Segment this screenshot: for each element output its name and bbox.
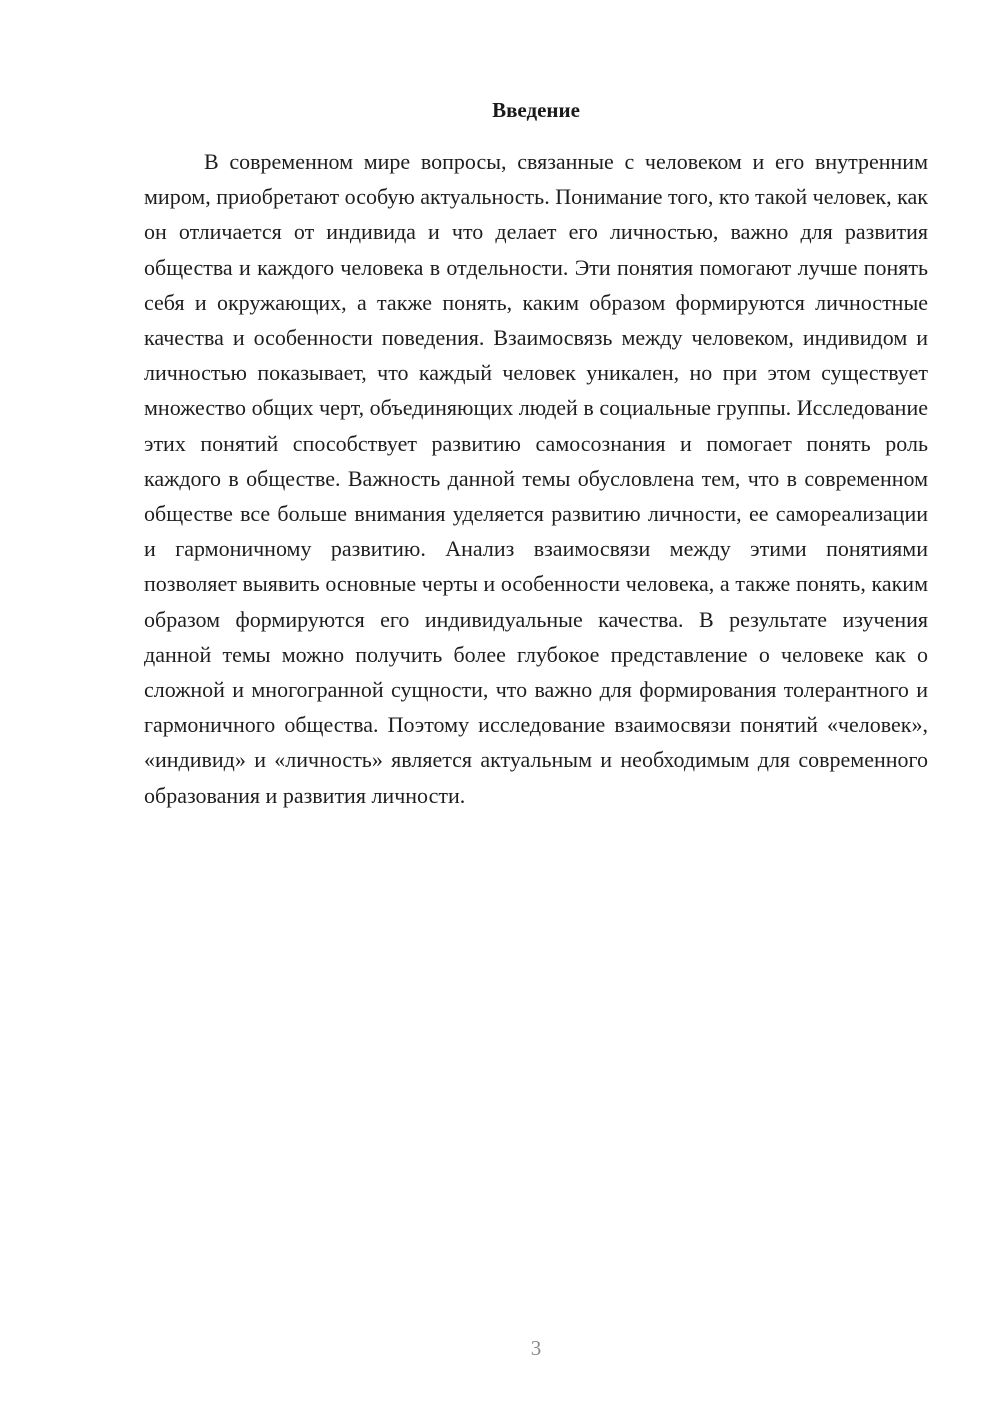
section-heading: Введение	[492, 98, 580, 122]
page-number: 3	[530, 1336, 542, 1360]
introduction-paragraph: В современном мире вопросы, связанные с человеком и его внутренним миром, приобретают особую актуальность. Понимание того, кто такой человек, как он отличается от индивида и что делает его личностью, важно для развития общества и каждого человека в отдельности. Эти понятия помогают лучше понять себя и окружающих, а также понять, каким образом формируются личностные качества и особенности поведения. Взаимосвязь между человеком, индивидом и личностью показывает, что каждый человек уникален, но при этом существует множество общих черт, объединяющих людей в социальные группы. Исследование этих понятий способствует развитию самосознания и помогает понять роль каждого в обществе. Важность данной темы обусловлена тем, что в современном обществе все больше внимания уделяется развитию личности, ее самореализации и гармоничному развитию. Анализ взаимосвязи между этими понятиями позволяет выявить основные черты и особенности человека, а также понять, каким образом формируются его индивидуальные качества. В результате изучения данной темы можно получить более глубокое представление о человеке как о сложной и многогранной сущности, что важно для формирования толерантного и гармоничного общества. Поэтому исследование взаимосвязи понятий «человек», «индивид» и «личность» является актуальным и необходимым для современного образования и развития личности.	[144, 149, 928, 808]
body-text	[144, 144, 928, 813]
